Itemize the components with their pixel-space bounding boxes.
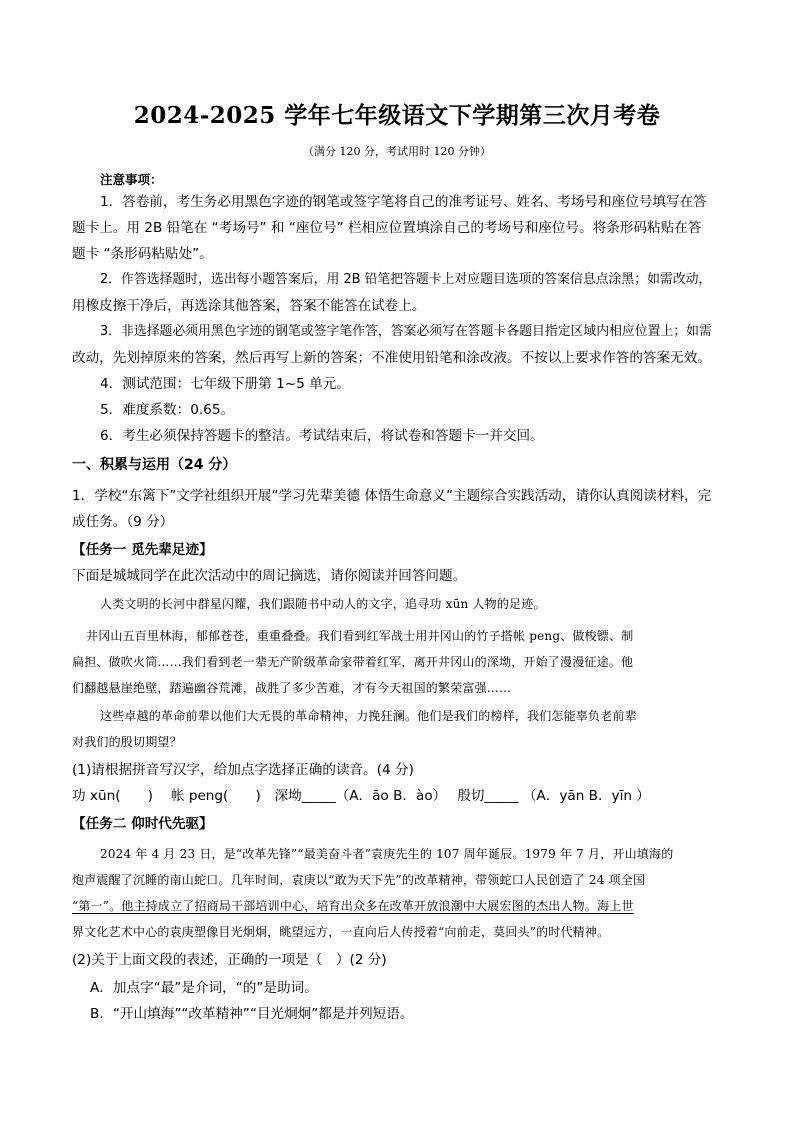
question-1-1: (1)请根据拼音写汉字，给加点字选择正确的读音。(4 分) bbox=[72, 762, 414, 778]
notice-line: 6．考生必须保持答题卡的整洁。考试结束后，将试卷和答题卡一并交回。 bbox=[100, 428, 544, 444]
passage-1-line: 扁担、做吹火筒……我们看到老一辈无产阶级革命家带着红军，离开井冈山的深坳，开始了漫漫征途。他 bbox=[72, 655, 634, 669]
notice-line: 题卡上。用 2B 铅笔在 “考场号” 和 “座位号” 栏相应位置填涂自己的考场号和座位号。将条形码粘贴在答 bbox=[72, 220, 702, 236]
question-1-1-answer-line: 功 xūn( ) 帐 peng( ) 深坳_____（A．āo B．ào） 殷切_____ （A．yān B．yīn ） bbox=[72, 788, 650, 804]
notice-line: 2．作答选择题时，选出每小题答案后，用 2B 铅笔把答题卡上对应题目选项的答案信息点涂黑；如需改动， bbox=[100, 272, 712, 287]
passage-1-line: 这些卓越的革命前辈以他们大无畏的革命精神，力挽狂澜。他们是我们的榜样，我们怎能辜负老前辈 bbox=[100, 709, 637, 723]
question-1-2: (2)关于上面文段的表述，正确的一项是（ ）(2 分) bbox=[72, 952, 387, 968]
notice-line: 用橡皮擦干净后，再选涂其他答案，答案不能答在试卷上。 bbox=[72, 298, 426, 314]
task-1-heading: 【任务一 觅先辈足迹】 bbox=[72, 542, 213, 558]
question-1-2-option-b: B．“开山填海”“改革精神”“目光炯炯”都是并列短语。 bbox=[90, 1006, 414, 1022]
notice-line: 5．难度系数：0.65。 bbox=[100, 402, 235, 418]
notice-line: 改动，先划掉原来的答案，然后再写上新的答案；不准使用铅笔和涂改液。不按以上要求作答的答案无效。 bbox=[72, 350, 711, 366]
notice-line: 4．测试范围：七年级下册第 1~5 单元。 bbox=[100, 376, 350, 392]
notice-heading: 注意事项： bbox=[100, 172, 163, 187]
question-1-text: 成任务。（9 分） bbox=[72, 514, 174, 530]
passage-1-line: 对我们的殷切期望？ bbox=[72, 735, 182, 749]
task-2-heading: 【任务二 仰时代先驱】 bbox=[72, 816, 213, 832]
page-title: 2024-2025 学年七年级语文下学期第三次月考卷 bbox=[133, 102, 661, 129]
passage-1-line: 们翻越悬崖绝壁，踏遍幽谷荒滩，战胜了多少苦难，才有今天祖国的繁荣富强…… bbox=[72, 681, 512, 695]
passage-2-line: 界文化艺术中心的袁庚塑像目光炯炯，眺望远方，一直向后人传授着“向前走，莫回头”的时代精神。 bbox=[72, 925, 610, 939]
task-1-intro: 下面是城城同学在此次活动中的周记摘选，请你阅读并回答问题。 bbox=[72, 568, 467, 584]
passage-2-line: 炮声震醒了沉睡的南山蛇口。几年时间，袁庚以“敢为天下先”的改革精神，带领蛇口人民创造了 24 项全国 bbox=[72, 873, 646, 887]
notice-line: 题卡 “条形码粘贴处”。 bbox=[72, 246, 213, 262]
passage-2-line: “第一”。他主持成立了招商局干部培训中心，培育出众多在改革开放浪潮中大展宏图的杰出人物。海上世 bbox=[72, 899, 634, 913]
notice-line: 3．非选择题必须用黑色字迹的钢笔或签字笔作答，答案必须写在答题卡各题目指定区域内相应位置上；如需 bbox=[100, 324, 712, 339]
passage-1-line: 井冈山五百里林海，郁郁苍苍，重重叠叠。我们看到红军战士用井冈山的竹子搭帐 peng、做梭镖、制 bbox=[86, 629, 634, 643]
passage-1-line: 人类文明的长河中群星闪耀，我们跟随书中动人的文字，追寻功 xūn 人物的足迹。 bbox=[100, 597, 546, 611]
section-heading: 一、积累与运用（24 分） bbox=[72, 457, 237, 473]
notice-line: 1．答卷前，考生务必用黑色字迹的钢笔或签字笔将自己的准考证号、姓名、考场号和座位号填写在答 bbox=[100, 194, 707, 210]
exam-subtitle: （满分 120 分，考试用时 120 分钟） bbox=[303, 145, 491, 158]
question-1-text: 1．学校“东篱下”文学社组织开展“学习先辈美德 体悟生命意义”主题综合实践活动，请你认真阅读材料，完 bbox=[72, 488, 712, 504]
passage-2-line: 2024 年 4 月 23 日，是“改革先锋”“最美奋斗者”袁庚先生的 107 周年诞辰。1979 年 7 月，开山填海的 bbox=[100, 847, 674, 861]
question-1-2-option-a: A．加点字“最”是介词，“的”是助词。 bbox=[90, 980, 318, 996]
